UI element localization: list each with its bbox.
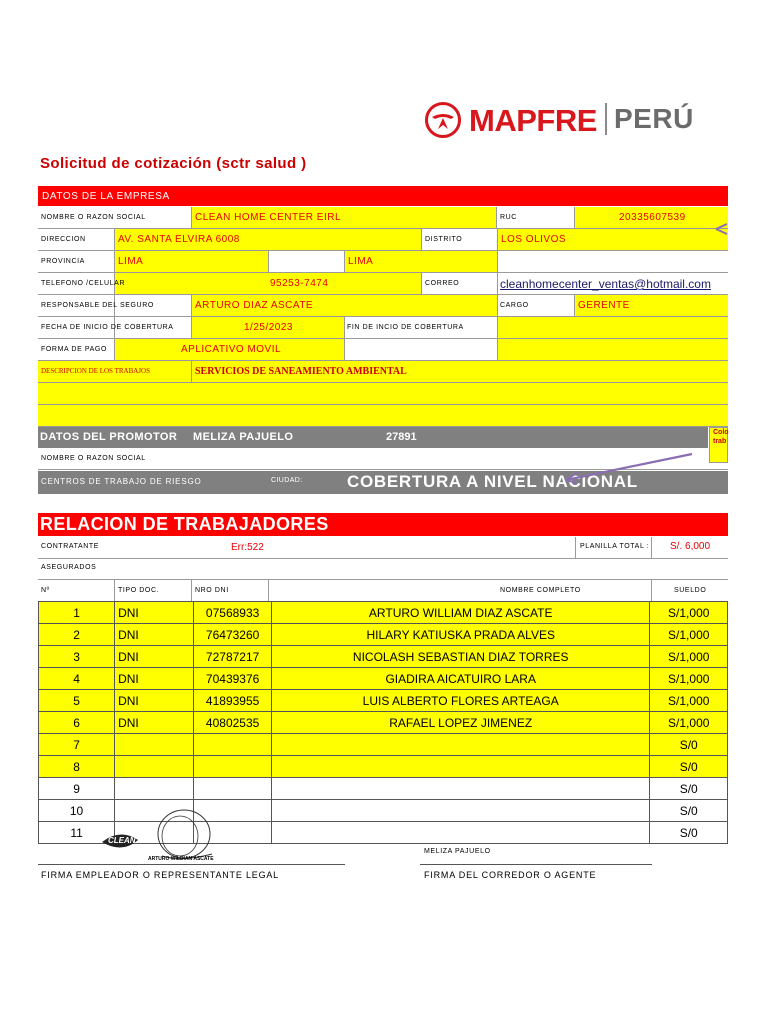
corredor-name: MELIZA PAJUELO <box>424 848 491 855</box>
worker-number[interactable]: 7 <box>39 734 115 756</box>
cargo-value: GERENTE <box>578 300 630 311</box>
worker-sueldo[interactable]: S/1,000 <box>650 646 728 668</box>
relacion-header <box>38 513 728 536</box>
worker-nombre[interactable]: GIADIRA AICATUIRO LARA <box>271 668 650 690</box>
worker-dni[interactable]: 41893955 <box>194 690 272 712</box>
worker-nombre[interactable] <box>271 800 650 822</box>
promotor-razon-label: NOMBRE O RAZON SOCIAL <box>41 455 146 462</box>
worker-sueldo[interactable]: S/0 <box>650 800 728 822</box>
planilla-value: S/. 6,000 <box>670 541 711 552</box>
ruc-value: 20335607539 <box>619 212 686 223</box>
worker-sueldo[interactable]: S/1,000 <box>650 668 728 690</box>
worker-nombre[interactable]: NICOLASH SEBASTIAN DIAZ TORRES <box>271 646 650 668</box>
worker-number[interactable]: 11 <box>39 822 115 844</box>
pago-value: APLICATIVO MOVIL <box>181 344 282 355</box>
worker-tipo-doc[interactable]: DNI <box>115 668 194 690</box>
telefono-value: 95253-7474 <box>270 278 329 289</box>
col-tipo-doc: TIPO DOC. <box>118 587 160 594</box>
firma-corredor-label: FIRMA DEL CORREDOR O AGENTE <box>424 870 597 880</box>
table-row <box>39 646 728 668</box>
worker-number[interactable]: 10 <box>39 800 115 822</box>
cobertura-value: COBERTURA A NIVEL NACIONAL <box>347 472 638 491</box>
fin-label: FIN DE INCIO DE COBERTURA <box>347 324 464 331</box>
worker-dni[interactable]: 07568933 <box>194 602 272 624</box>
worker-sueldo[interactable]: S/1,000 <box>650 602 728 624</box>
worker-number[interactable]: 9 <box>39 778 115 800</box>
descripcion-value: SERVICIOS DE SANEAMIENTO AMBIENTAL <box>195 366 407 377</box>
provincia-value: LIMA <box>118 256 144 267</box>
inicio-value: 1/25/2023 <box>244 322 293 333</box>
table-row <box>39 734 728 756</box>
worker-number[interactable]: 3 <box>39 646 115 668</box>
stamp-text: CLEAN <box>108 836 136 845</box>
worker-number[interactable]: 4 <box>39 668 115 690</box>
worker-nombre[interactable]: HILARY KATIUSKA PRADA ALVES <box>271 624 650 646</box>
razon-value: CLEAN HOME CENTER EIRL <box>195 212 342 223</box>
cargo-label: CARGO <box>500 302 529 309</box>
departamento-value: LIMA <box>348 256 374 267</box>
worker-dni[interactable] <box>194 756 272 778</box>
responsable-value: ARTURO DIAZ ASCATE <box>195 300 314 311</box>
worker-dni[interactable] <box>194 778 272 800</box>
descripcion-label: DESCRIPCION DE LOS TRABAJOS <box>41 367 150 375</box>
stamp-name: ARTURO WILDIAN ASCATE <box>148 856 214 862</box>
worker-nombre[interactable] <box>271 734 650 756</box>
direccion-label: DIRECCION <box>41 236 86 243</box>
telefono-field[interactable] <box>114 273 421 294</box>
responsable-label: RESPONSABLE DEL SEGURO <box>41 302 154 309</box>
correo-label: CORREO <box>425 280 460 287</box>
company-stamp-signature <box>92 806 232 868</box>
worker-dni[interactable]: 72787217 <box>194 646 272 668</box>
fin-field[interactable] <box>497 317 728 338</box>
worker-number[interactable]: 8 <box>39 756 115 778</box>
worker-tipo-doc[interactable]: DNI <box>115 646 194 668</box>
table-row <box>39 756 728 778</box>
worker-sueldo[interactable]: S/0 <box>650 822 728 844</box>
worker-nombre[interactable]: LUIS ALBERTO FLORES ARTEAGA <box>271 690 650 712</box>
mapfre-emblem-icon <box>424 101 462 139</box>
provincia-label: PROVINCIA <box>41 258 85 265</box>
correo-value[interactable]: cleanhomecenter_ventas@hotmail.com <box>500 277 711 291</box>
contratante-value: Err:522 <box>231 542 264 553</box>
contratante-label: CONTRATANTE <box>41 543 100 550</box>
distrito-label: DISTRITO <box>425 236 463 243</box>
direccion-value: AV. SANTA ELVIRA 6008 <box>118 234 240 245</box>
table-row <box>39 624 728 646</box>
worker-tipo-doc[interactable]: DNI <box>115 624 194 646</box>
empresa-header-label: DATOS DE LA EMPRESA <box>42 191 170 202</box>
table-row <box>39 712 728 734</box>
promotor-header-label: DATOS DEL PROMOTOR <box>40 431 178 443</box>
inicio-label: FECHA DE INICIO DE COBERTURA <box>41 324 174 331</box>
mapfre-logo <box>424 100 694 140</box>
worker-dni[interactable]: 40802535 <box>194 712 272 734</box>
worker-sueldo[interactable]: S/1,000 <box>650 624 728 646</box>
worker-number[interactable]: 2 <box>39 624 115 646</box>
col-sueldo: SUELDO <box>674 587 707 594</box>
worker-sueldo[interactable]: S/0 <box>650 756 728 778</box>
promotor-code: 27891 <box>386 431 417 443</box>
col-nombre: NOMBRE COMPLETO <box>500 587 581 594</box>
worker-sueldo[interactable]: S/1,000 <box>650 712 728 734</box>
worker-nombre[interactable]: RAFAEL LOPEZ JIMENEZ <box>271 712 650 734</box>
table-row <box>39 602 728 624</box>
logo-brand: MAPFRE <box>469 103 597 138</box>
col-numero: Nº <box>41 587 50 594</box>
worker-nombre[interactable]: ARTURO WILLIAM DIAZ ASCATE <box>271 602 650 624</box>
planilla-label: PLANILLA TOTAL : <box>580 543 650 550</box>
worker-sueldo[interactable]: S/0 <box>650 734 728 756</box>
col-nro-dni: NRO DNI <box>195 587 229 594</box>
worker-tipo-doc[interactable] <box>115 756 194 778</box>
promotor-side-note: Colo trab <box>709 427 728 463</box>
worker-tipo-doc[interactable] <box>115 778 194 800</box>
table-row <box>39 690 728 712</box>
worker-dni[interactable] <box>194 734 272 756</box>
promotor-name: MELIZA PAJUELO <box>193 431 294 443</box>
arrow-annotation-icon <box>560 450 695 486</box>
pago-label: FORMA DE PAGO <box>41 346 108 353</box>
worker-number[interactable]: 1 <box>39 602 115 624</box>
asegurados-label: ASEGURADOS <box>41 564 97 571</box>
worker-nombre[interactable] <box>271 756 650 778</box>
worker-sueldo[interactable]: S/0 <box>650 778 728 800</box>
centros-label: CENTROS DE TRABAJO DE RIESGO <box>41 477 202 486</box>
worker-number[interactable]: 6 <box>39 712 115 734</box>
worker-number[interactable]: 5 <box>39 690 115 712</box>
worker-nombre[interactable] <box>271 822 650 844</box>
worker-tipo-doc[interactable]: DNI <box>115 712 194 734</box>
firma-empleador-label: FIRMA EMPLEADOR O REPRESENTANTE LEGAL <box>41 870 279 880</box>
worker-tipo-doc[interactable]: DNI <box>115 690 194 712</box>
empresa-header <box>38 186 728 206</box>
arrow-left-icon <box>714 221 728 237</box>
relacion-header-label: RELACION DE TRABAJADORES <box>40 514 329 534</box>
pago-extra-field[interactable] <box>497 339 728 360</box>
ruc-label: RUC <box>500 214 517 221</box>
ciudad-label: CIUDAD: <box>271 477 303 484</box>
worker-tipo-doc[interactable]: DNI <box>115 602 194 624</box>
logo-country: PERÚ <box>614 103 694 134</box>
distrito-value: LOS OLIVOS <box>501 234 567 245</box>
logo-separator <box>605 103 607 135</box>
worker-dni[interactable]: 70439376 <box>194 668 272 690</box>
worker-dni[interactable]: 76473260 <box>194 624 272 646</box>
worker-tipo-doc[interactable] <box>115 734 194 756</box>
worker-nombre[interactable] <box>271 778 650 800</box>
razon-label: NOMBRE O RAZON SOCIAL <box>41 214 146 221</box>
table-row <box>39 668 728 690</box>
table-row <box>39 778 728 800</box>
telefono-label: TELEFONO /CELULAR <box>41 280 126 287</box>
worker-sueldo[interactable]: S/1,000 <box>650 690 728 712</box>
promotor-header <box>38 427 708 448</box>
document-title: Solicitud de cotización (sctr salud ) <box>40 155 307 172</box>
